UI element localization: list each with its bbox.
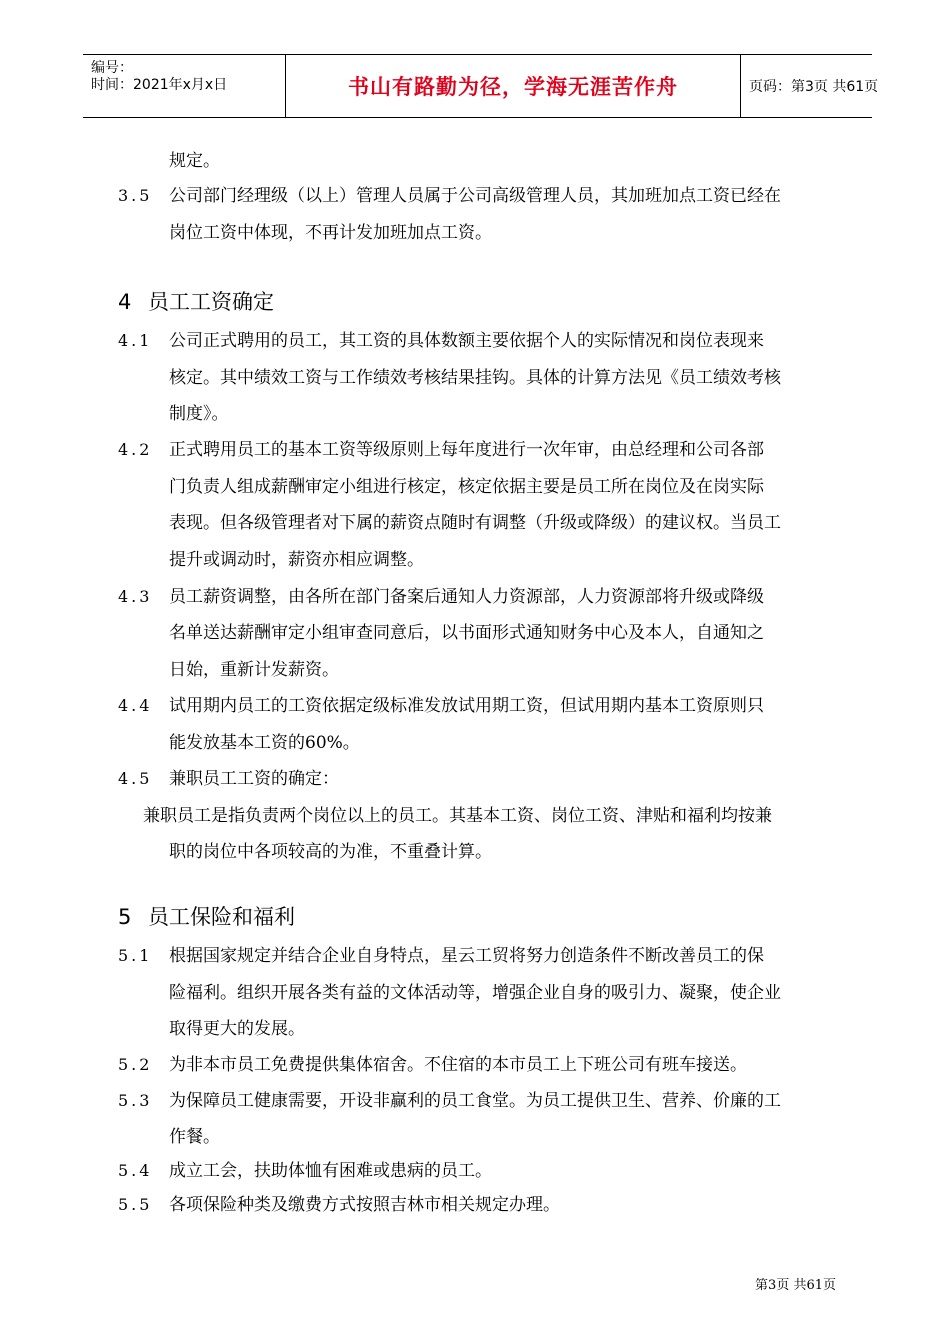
clause-number: 5.5	[118, 1195, 153, 1214]
paragraph-line: 岗位工资中体现，不再计发加班加点工资。	[169, 223, 492, 243]
document-header	[83, 54, 879, 118]
clause-number: 5.3	[118, 1091, 153, 1110]
header-page-number: 页码：第3页 共61页	[749, 79, 879, 95]
clause-number: 4.2	[118, 440, 153, 459]
section-number: 5	[118, 905, 132, 929]
paragraph-line: 提升或调动时，薪资亦相应调整。	[169, 550, 424, 570]
clause-number: 4.3	[118, 587, 153, 606]
clause-number: 5.1	[118, 946, 153, 965]
paragraph-line: 公司正式聘用的员工，其工资的具体数额主要依据个人的实际情况和岗位表现来	[169, 331, 764, 351]
paragraph-line: 兼职员工是指负责两个岗位以上的员工。其基本工资、岗位工资、津贴和福利均按兼	[143, 806, 772, 826]
page-footer: 第3页 共61页	[755, 1278, 836, 1293]
paragraph-line: 表现。但各级管理者对下属的薪资点随时有调整（升级或降级）的建议权。当员工	[169, 513, 781, 533]
paragraph-line: 为保障员工健康需要，开设非赢利的员工食堂。为员工提供卫生、营养、价廉的工	[169, 1091, 781, 1111]
paragraph-line: 取得更大的发展。	[169, 1019, 305, 1039]
paragraph-line: 为非本市员工免费提供集体宿舍。不住宿的本市员工上下班公司有班车接送。	[169, 1055, 747, 1075]
paragraph-line: 试用期内员工的工资依据定级标准发放试用期工资，但试用期内基本工资原则只	[169, 696, 764, 716]
paragraph-line: 兼职员工工资的确定：	[169, 769, 339, 789]
paragraph-line: 根据国家规定并结合企业自身特点，星云工贸将努力创造条件不断改善员工的保	[169, 946, 764, 966]
paragraph-line: 员工薪资调整，由各所在部门备案后通知人力资源部，人力资源部将升级或降级	[169, 587, 764, 607]
document-number-label: 编号：	[91, 60, 133, 76]
paragraph-line: 职的岗位中各项较高的为准，不重叠计算。	[169, 842, 492, 862]
clause-number: 4.1	[118, 331, 153, 350]
paragraph-line: 作餐。	[169, 1127, 220, 1147]
document-time-label: 时间：2021年x月x日	[91, 77, 228, 93]
section-number: 4	[118, 290, 132, 314]
clause-number: 4.4	[118, 696, 153, 715]
clause-number: 3.5	[118, 186, 153, 205]
header-motto: 书山有路勤为径，学海无涯苦作舟	[348, 75, 678, 99]
paragraph-line: 规定。	[169, 151, 220, 171]
paragraph-line: 各项保险种类及缴费方式按照吉林市相关规定办理。	[169, 1195, 560, 1215]
paragraph-line: 能发放基本工资的60%。	[169, 733, 360, 753]
paragraph-line: 门负责人组成薪酬审定小组进行核定，核定依据主要是员工所在岗位及在岗实际	[169, 477, 764, 497]
paragraph-line: 成立工会，扶助体恤有困难或患病的员工。	[169, 1161, 492, 1181]
paragraph-line: 名单送达薪酬审定小组审查同意后，以书面形式通知财务中心及本人，自通知之	[169, 623, 764, 643]
section-heading	[118, 905, 295, 929]
section-title: 员工工资确定	[148, 290, 274, 314]
section-title: 员工保险和福利	[148, 905, 295, 929]
clause-number: 4.5	[118, 769, 153, 788]
header-meta-cell	[83, 55, 285, 117]
paragraph-line: 正式聘用员工的基本工资等级原则上每年度进行一次年审，由总经理和公司各部	[169, 440, 764, 460]
paragraph-line: 制度》。	[169, 404, 229, 424]
clause-number: 5.4	[118, 1161, 153, 1180]
clause-number: 5.2	[118, 1055, 153, 1074]
paragraph-line: 险福利。组织开展各类有益的文体活动等，增强企业自身的吸引力、凝聚，使企业	[169, 983, 781, 1003]
paragraph-line: 公司部门经理级（以上）管理人员属于公司高级管理人员，其加班加点工资已经在	[169, 186, 781, 206]
paragraph-line: 日始，重新计发薪资。	[169, 660, 339, 680]
paragraph-line: 核定。其中绩效工资与工作绩效考核结果挂钩。具体的计算方法见《员工绩效考核	[169, 368, 781, 388]
section-heading	[118, 290, 274, 314]
